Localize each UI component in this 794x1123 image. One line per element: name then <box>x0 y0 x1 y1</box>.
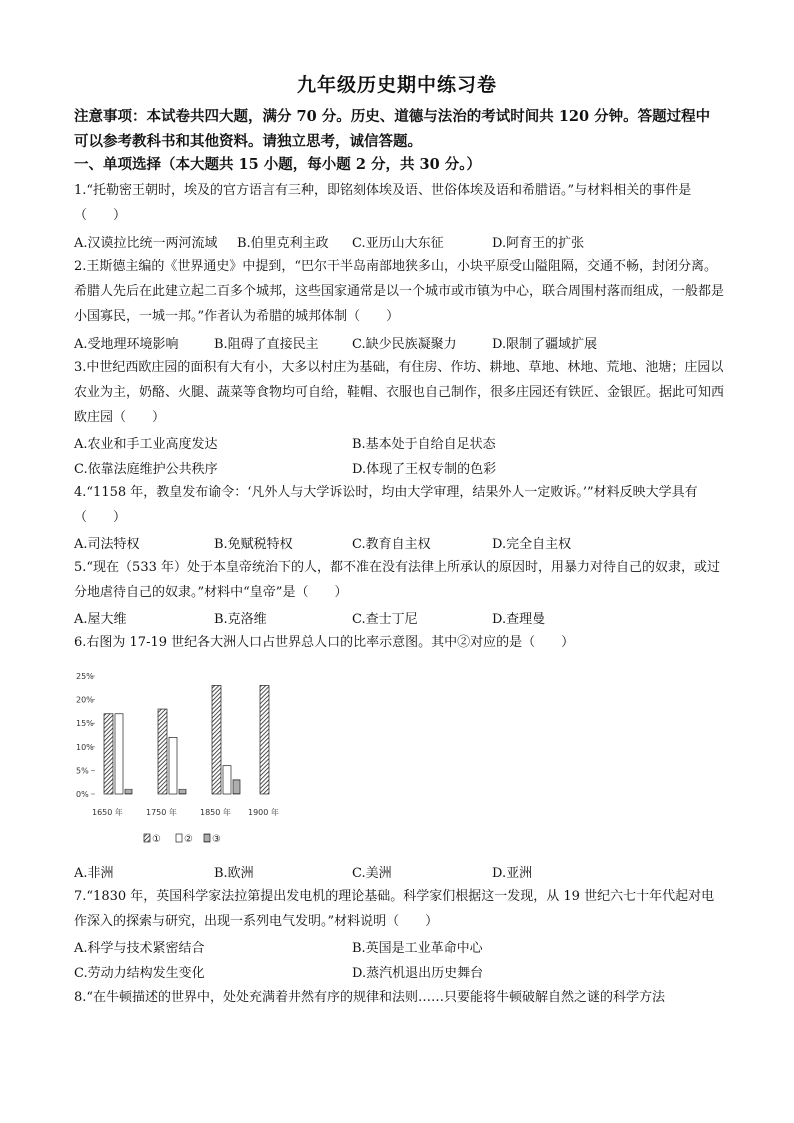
question-8: 8.“在牛顿描述的世界中，处处充满着井然有序的规律和法则……只要能将牛顿破解自然之谜的科学方法 <box>74 990 666 1005</box>
question-7-options-row1 <box>74 937 724 959</box>
option-d: D.体现了王权专制的色彩 <box>352 462 497 477</box>
section-heading: 一、单项选择（本大题共 15 小题，每小题 2 分，共 30 分。） <box>74 156 481 173</box>
option-b: B.欧洲 <box>214 866 254 881</box>
legend-label: ② <box>184 834 193 845</box>
chart-legend <box>144 834 221 845</box>
bars <box>104 685 269 794</box>
y-tick-label: 20% <box>76 695 94 705</box>
question-2-options <box>74 333 724 355</box>
option-a: A.受地理环境影响 <box>74 337 179 352</box>
option-d: D.亚洲 <box>492 866 533 881</box>
question-3: 3.中世纪西欧庄园的面积有大有小，大多以村庄为基础，有住房、作坊、耕地、草地、林地、荒地、池塘；庄园以农业为主，奶酪、火腿、蔬菜等食物均可自给，鞋帽、衣服也自己制作，很多庄园还有铁匠、金银匠。据此可知西欧庄园（ ） <box>74 360 725 425</box>
page-title: 九年级历史期中练习卷 <box>296 74 497 96</box>
option-a: A.农业和手工业高度发达 <box>74 437 218 452</box>
legend-swatch <box>176 834 182 842</box>
question-5-options <box>74 608 724 630</box>
option-a: A.汉谟拉比统一两河流域 <box>74 236 218 251</box>
y-tick-label: 0% <box>76 790 89 799</box>
option-c: C.劳动力结构发生变化 <box>74 966 205 981</box>
question-7: 7.“1830 年，英国科学家法拉第提出发电机的理论基础。科学家们根据这一发现，从 19 世纪六七十年代起对电作深入的探索与研究，出现一系列电气发明。”材料说明（ ） <box>74 889 715 929</box>
bar-series-2 <box>169 737 177 794</box>
y-tick-label: 15% <box>76 719 94 729</box>
option-c: C.亚历山大东征 <box>352 236 444 251</box>
exam-notice: 注意事项：本试卷共四大题，满分 70 分。历史、道德与法治的考试时间共 120 分钟。答题过程中可以参考教科书和其他资料。请独立思考，诚信答题。 <box>74 108 711 150</box>
option-b: B.英国是工业革命中心 <box>352 941 483 956</box>
bar-series-2 <box>223 766 231 794</box>
legend-swatch <box>204 834 210 842</box>
option-c: C.美洲 <box>352 866 392 881</box>
x-tick-label: 1900 年 <box>248 808 279 817</box>
y-axis-ticks <box>76 672 95 799</box>
bar-series-1 <box>260 685 269 794</box>
option-a: A.司法特权 <box>74 537 140 552</box>
question-2: 2.王斯德主编的《世界通史》中提到，“巴尔干半岛南部地狭多山，小块平原受山隘阻隔，交通不畅，封闭分离。希腊人先后在此建立起二百多个城邦，这些国家通常是以一个城市或市镇为中心，联合周围村落而组成，一般都是小国寡民，一城一邦。”作者认为希腊的城邦体制（ ） <box>74 259 725 324</box>
option-d: D.查理曼 <box>492 612 546 627</box>
legend-label: ③ <box>212 834 221 845</box>
bar-series-3 <box>233 780 240 794</box>
legend-label: ① <box>152 834 161 845</box>
question-7-options-row2 <box>74 962 724 984</box>
y-tick-label: 10% <box>76 742 94 752</box>
legend-swatch <box>144 834 150 842</box>
question-3-options-row2 <box>74 458 724 480</box>
question-6-options <box>74 862 724 884</box>
bar-series-1 <box>104 714 113 794</box>
option-b: B.伯里克利主政 <box>237 236 329 251</box>
option-c: C.依靠法庭维护公共秩序 <box>74 462 218 477</box>
option-d: D.蒸汽机退出历史舞台 <box>352 966 484 981</box>
question-3-options-row1 <box>74 433 724 455</box>
bar-series-1 <box>158 709 167 794</box>
option-b: B.阻碍了直接民主 <box>214 337 319 352</box>
x-tick-label: 1750 年 <box>146 808 177 817</box>
option-c: C.教育自主权 <box>352 537 431 552</box>
y-tick-label: 25% <box>76 672 94 681</box>
option-d: D.完全自主权 <box>492 537 572 552</box>
option-a: A.科学与技术紧密结合 <box>74 941 205 956</box>
option-c: C.查士丁尼 <box>352 612 418 627</box>
question-6: 6.右图为 17-19 世纪各大洲人口占世界总人口的比率示意图。其中②对应的是（ ） <box>74 635 575 650</box>
y-tick-label: 5% <box>76 766 89 776</box>
option-a: A.屋大维 <box>74 612 127 627</box>
question-4: 4.“1158 年，教皇发布谕令：‘凡外人与大学诉讼时，均由大学审理，结果外人一定败诉。’”材料反映大学具有（ ） <box>74 485 698 525</box>
option-b: B.免赋税特权 <box>214 537 293 552</box>
option-d: D.限制了疆域扩展 <box>492 337 598 352</box>
option-d: D.阿育王的扩张 <box>492 236 585 251</box>
option-b: B.克洛维 <box>214 612 267 627</box>
bar-series-3 <box>179 789 186 794</box>
population-share-chart <box>74 656 294 856</box>
option-b: B.基本处于自给自足状态 <box>352 437 496 452</box>
bar-series-3 <box>125 789 132 794</box>
question-1: 1.“托勒密王朝时，埃及的官方语言有三种，即铭刻体埃及语、世俗体埃及语和希腊语。”与材料相关的事件是（ ） <box>74 183 692 223</box>
x-tick-label: 1650 年 <box>92 808 123 817</box>
bar-series-1 <box>212 685 221 794</box>
option-a: A.非洲 <box>74 866 114 881</box>
question-5: 5.“现在（533 年）处于本皇帝统治下的人，都不准在没有法律上所承认的原因时，用暴力对待自己的奴隶，或过分地虐待自己的奴隶。”材料中“皇帝”是（ ） <box>74 560 720 600</box>
question-1-options <box>74 232 724 254</box>
bar-series-2 <box>115 714 123 794</box>
option-c: C.缺少民族凝聚力 <box>352 337 457 352</box>
x-tick-label: 1850 年 <box>200 808 231 817</box>
question-4-options <box>74 533 724 555</box>
x-axis-ticks <box>92 807 279 817</box>
